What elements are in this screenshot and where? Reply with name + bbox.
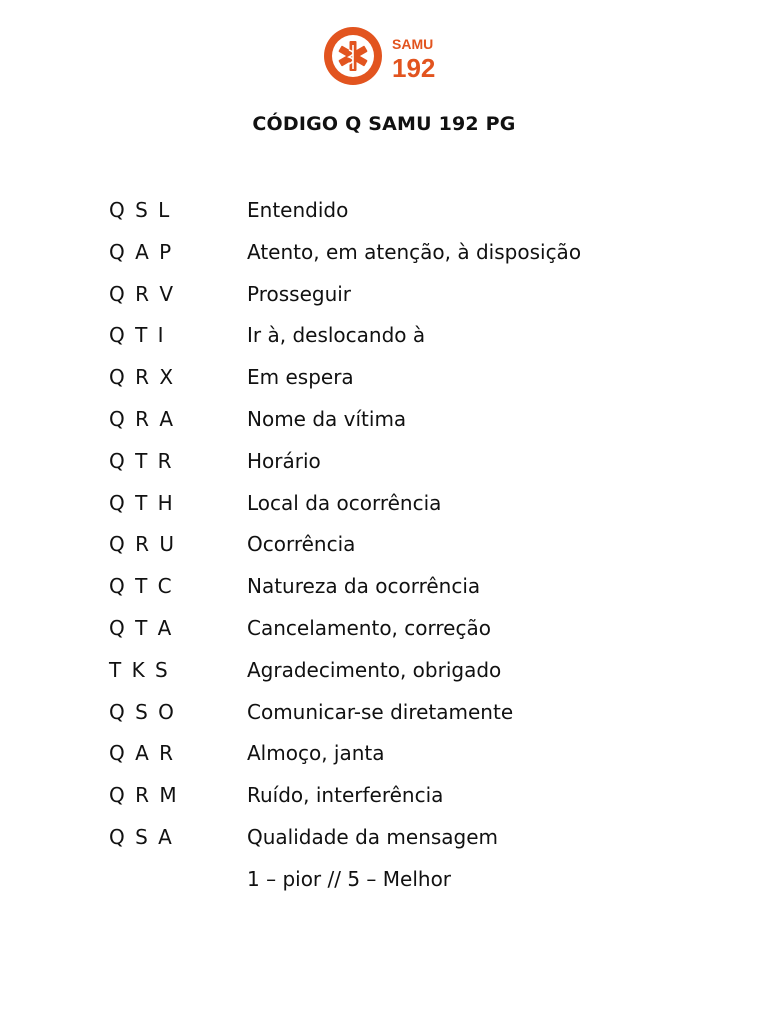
code-meaning: Ir à, deslocando à [247, 323, 426, 348]
code-meaning: Ocorrência [247, 532, 356, 557]
code-meaning: Atento, em atenção, à disposição [247, 239, 582, 264]
code-row [109, 489, 729, 531]
code-row [109, 447, 729, 489]
code-label: Q R M [109, 783, 179, 808]
code-label: Q R X [109, 365, 176, 390]
code-meaning: Cancelamento, correção [247, 615, 491, 640]
code-label: Q A P [109, 239, 174, 264]
logo-line2: 192 [392, 53, 436, 83]
code-row [109, 196, 729, 238]
code-row [109, 238, 729, 280]
code-row [109, 781, 729, 823]
code-row [109, 656, 729, 698]
code-label: Q R U [109, 532, 176, 557]
code-row [109, 614, 729, 656]
code-label: Q S A [109, 824, 174, 849]
code-label: Q T A [109, 615, 174, 640]
code-meaning: Horário [247, 448, 321, 473]
code-meaning: Entendido [247, 198, 349, 222]
code-meaning: Em espera [247, 365, 354, 390]
code-list [109, 196, 729, 907]
code-row [109, 739, 729, 781]
code-label: Q T C [109, 574, 174, 599]
code-meaning: Qualidade da mensagem [247, 824, 499, 849]
code-label: Q T R [109, 448, 174, 473]
samu-logo [322, 25, 442, 87]
code-label: Q T H [109, 490, 175, 515]
code-label: T K S [109, 657, 170, 682]
code-meaning: Comunicar-se diretamente [247, 699, 514, 724]
code-meaning: Local da ocorrência [247, 490, 442, 515]
code-meaning: Prosseguir [247, 281, 352, 306]
page-title: CÓDIGO Q SAMU 192 PG [252, 113, 516, 135]
code-meaning: Agradecimento, obrigado [247, 657, 502, 682]
code-row [109, 865, 729, 907]
code-label: Q S L [109, 198, 172, 222]
code-meaning: Natureza da ocorrência [247, 574, 481, 599]
samu-emblem-icon [322, 25, 442, 87]
code-row [109, 823, 729, 865]
code-label: Q R A [109, 406, 176, 431]
code-row [109, 321, 729, 363]
code-meaning: Nome da vítima [247, 406, 407, 431]
code-label: Q S O [109, 699, 176, 724]
code-row [109, 363, 729, 405]
code-label: Q T I [109, 323, 166, 348]
logo-line1: SAMU [392, 36, 434, 52]
code-meaning: Almoço, janta [247, 741, 385, 766]
code-meaning: Ruído, interferência [247, 783, 444, 808]
code-row [109, 405, 729, 447]
code-row [109, 280, 729, 322]
code-label: Q R V [109, 281, 176, 306]
code-row [109, 572, 729, 614]
code-row [109, 530, 729, 572]
code-label: Q A R [109, 741, 176, 766]
code-row [109, 698, 729, 740]
code-meaning: 1 – pior // 5 – Melhor [247, 866, 452, 891]
